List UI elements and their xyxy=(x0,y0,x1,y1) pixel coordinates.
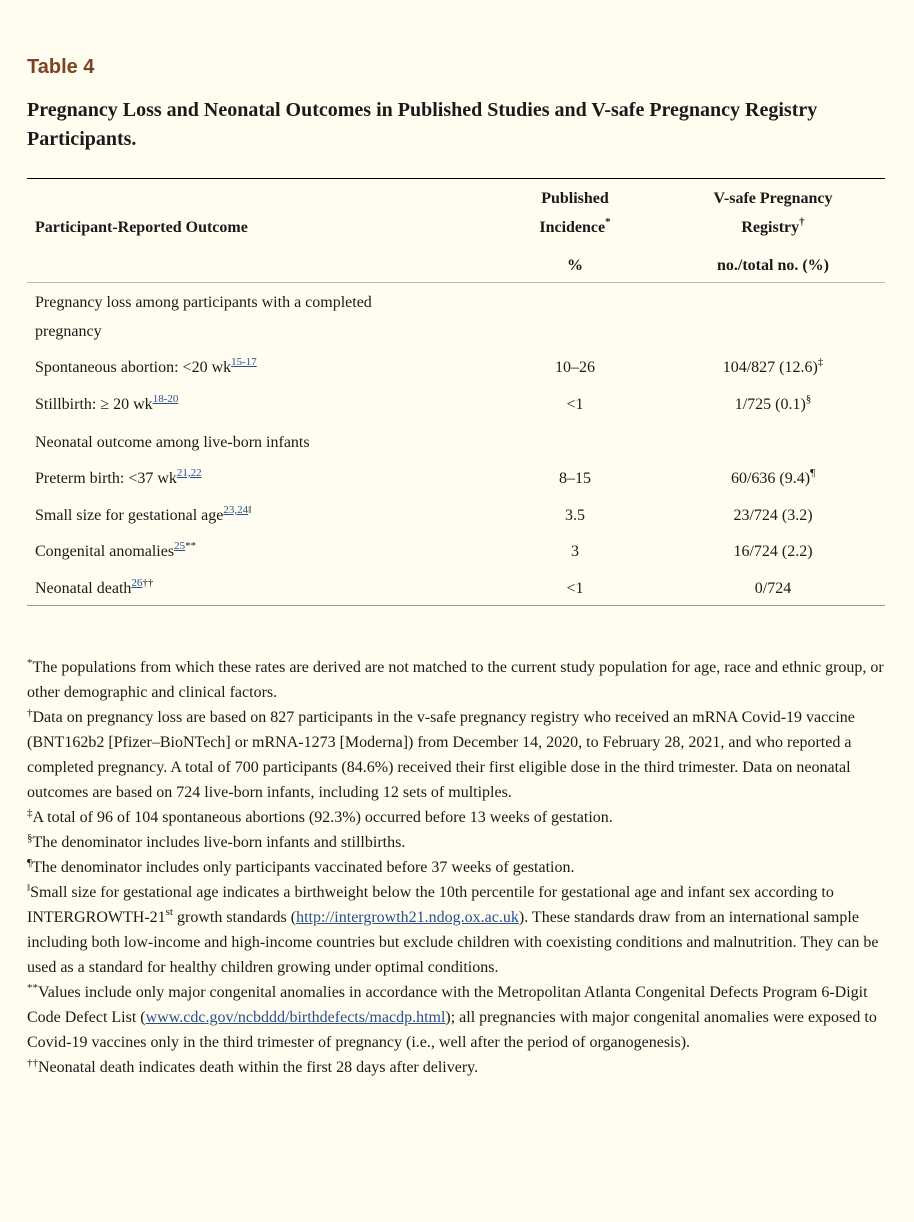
footnote xyxy=(27,980,889,1055)
footnote xyxy=(27,805,889,830)
header-outcome: Participant-Reported Outcome xyxy=(35,219,248,236)
header-published-unit: % xyxy=(567,257,583,274)
row-outcome-mark: †† xyxy=(142,577,154,589)
footnote-mark: †† xyxy=(27,1057,38,1069)
footnote xyxy=(27,705,889,805)
top-rule xyxy=(27,178,885,179)
row-registry-value: 60/636 (9.4) xyxy=(730,470,811,487)
row-published: 10–26 xyxy=(555,359,595,376)
footnote-text: The populations from which these rates are derived are not matched to the current study population for age, race and ethnic group, or other demographic and clinical factors. xyxy=(27,659,884,701)
header-registry-unit: no./total no. (%) xyxy=(717,257,829,274)
footnote-text: Values include only major congenital anomalies in accordance with the Metropolitan Atlanta Congenital Defects Program 6-Digit Code Defect List ( xyxy=(27,984,868,1026)
header-published-mark: * xyxy=(605,216,611,228)
row-outcome xyxy=(35,574,455,603)
reference-link[interactable]: 26 xyxy=(131,577,143,589)
footnote-mark: ** xyxy=(27,982,38,994)
header-published-line2: Incidence xyxy=(539,219,606,236)
footnote xyxy=(27,880,889,980)
cdc-link[interactable]: www.cdc.gov/ncbddd/birthdefects/macdp.html xyxy=(145,1009,446,1026)
footnote-superscript: st xyxy=(165,906,173,918)
footnote-mark: § xyxy=(27,832,33,844)
table-title: Pregnancy Loss and Neonatal Outcomes in Published Studies and V-safe Pregnancy Registry Participants. xyxy=(27,99,818,150)
header-rule xyxy=(27,282,885,283)
header-registry-line2: Registry xyxy=(741,219,800,236)
footnote-text: The denominator includes only participants vaccinated before 37 weeks of gestation. xyxy=(31,859,575,876)
row-outcome-text: Stillbirth: ≥ 20 wk xyxy=(35,396,153,413)
footnote-mark: ‡ xyxy=(27,807,33,819)
row-outcome xyxy=(35,537,455,566)
intergrowth-link[interactable]: http://intergrowth21.ndog.ox.ac.uk xyxy=(296,909,519,926)
row-registry-mark: ‡ xyxy=(817,356,824,368)
footnote xyxy=(27,855,889,880)
row-outcome-text: Preterm birth: <37 wk xyxy=(35,470,177,487)
header-registry-line1: V-safe Pregnancy xyxy=(713,190,833,207)
reference-link[interactable]: 18-20 xyxy=(152,393,179,405)
row-registry xyxy=(680,464,866,493)
row-registry xyxy=(680,390,866,419)
row-registry xyxy=(680,353,866,382)
row-outcome xyxy=(35,501,455,530)
row-registry-mark: § xyxy=(805,393,812,405)
footnote-mark: † xyxy=(27,707,33,719)
row-registry-value: 104/827 (12.6) xyxy=(722,359,818,376)
row-published: 3.5 xyxy=(565,507,585,524)
bottom-rule xyxy=(27,605,885,606)
row-published: 3 xyxy=(571,543,579,560)
row-outcome-text: Neonatal death xyxy=(35,580,132,597)
header-published-line1: Published xyxy=(541,190,609,207)
row-registry: 0/724 xyxy=(754,580,792,597)
row-registry: 16/724 (2.2) xyxy=(733,543,813,560)
reference-link[interactable]: 21,22 xyxy=(176,467,202,479)
footnote-text: A total of 96 of 104 spontaneous abortions (92.3%) occurred before 13 weeks of gestation. xyxy=(32,809,613,826)
footnotes xyxy=(27,655,889,1080)
footnote-text: growth standards ( xyxy=(172,909,297,926)
row-outcome: Neonatal outcome among live-born infants xyxy=(35,434,310,451)
row-published: <1 xyxy=(566,580,584,597)
row-outcome-text: Spontaneous abortion: <20 wk xyxy=(35,359,232,376)
footnote-text: Data on pregnancy loss are based on 827 participants in the v-safe pregnancy registry who received an mRNA Covid-19 vaccine (BNT162b2 [Pfizer–BioNTech] or mRNA-1273 [Moderna]) from December 14, 2020, to February 28, 2021, and who reported a completed pregnancy. A total of 700 participants (84.6%) received their first eligible dose in the third trimester. Data on neonatal outcomes are based on 724 live-born infants, including 12 sets of multiples. xyxy=(27,709,855,801)
reference-link[interactable]: 23,24 xyxy=(223,504,249,516)
row-registry-mark: ¶ xyxy=(810,467,816,479)
row-outcome-text: Congenital anomalies xyxy=(35,543,175,560)
row-outcome-text: Small size for gestational age xyxy=(35,507,224,524)
row-outcome-mark: ‖ xyxy=(248,504,252,516)
footnote xyxy=(27,655,889,705)
table-label: Table 4 xyxy=(27,56,95,78)
footnote-mark: ¶ xyxy=(27,857,32,869)
footnote-text: Small size for gestational age indicates a birthweight below the 10th percentile for gestational age and infant sex according to INTERGROWTH-21 xyxy=(27,884,834,926)
row-registry: 23/724 (3.2) xyxy=(733,507,813,524)
footnote xyxy=(27,1055,889,1080)
reference-link[interactable]: 25 xyxy=(174,540,186,552)
header-registry-mark: † xyxy=(799,216,805,228)
reference-link[interactable]: 15-17 xyxy=(231,356,257,368)
footnote-text: The denominator includes live-born infants and stillbirths. xyxy=(32,834,406,851)
header-registry xyxy=(680,184,866,242)
row-published: 8–15 xyxy=(559,470,591,487)
row-outcome xyxy=(35,464,455,493)
row-published: <1 xyxy=(566,396,584,413)
row-outcome-mark: ** xyxy=(185,540,197,552)
row-outcome: Pregnancy loss among participants with a completed pregnancy xyxy=(35,294,372,340)
row-registry-value: 1/725 (0.1) xyxy=(734,396,806,413)
footnote-mark: ‖ xyxy=(27,882,31,894)
footnote xyxy=(27,830,889,855)
footnote-mark: * xyxy=(27,657,33,669)
row-outcome xyxy=(35,353,455,382)
header-published xyxy=(515,184,635,242)
row-outcome xyxy=(35,390,455,419)
footnote-text: ); all pregnancies with major congenital anomalies were exposed to Covid-19 vaccines only in the third trimester of pregnancy (i.e., well after the period of organogenesis). xyxy=(27,1009,877,1051)
footnote-text: ). These standards draw from an international sample including both low-income and high-income countries but exclude children with coexisting conditions and malnutrition. They can be used as a standard for healthy children growing under optimal conditions. xyxy=(27,909,879,976)
footnote-text: Neonatal death indicates death within the first 28 days after delivery. xyxy=(38,1059,479,1076)
